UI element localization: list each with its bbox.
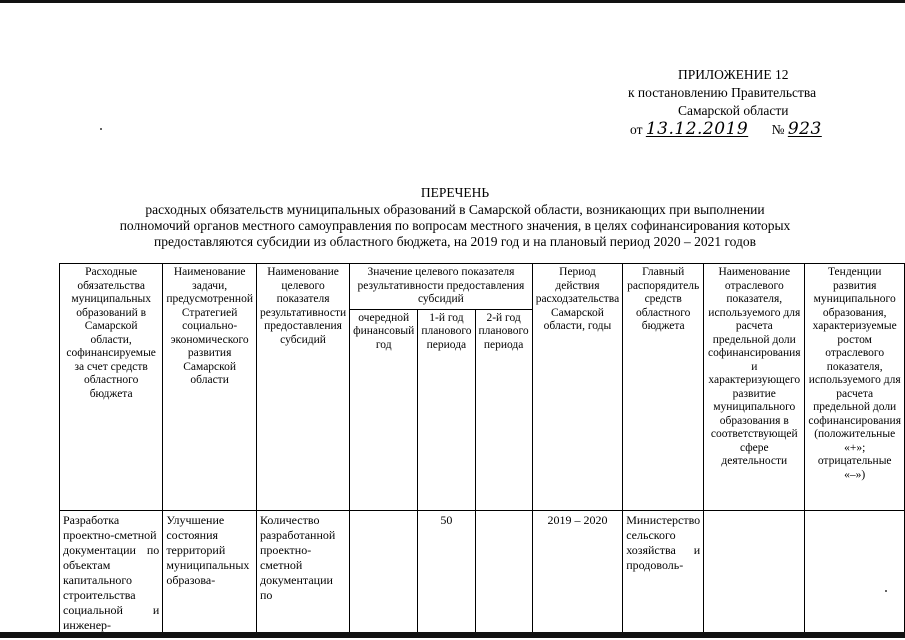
subheader-cell: 2-й год планового периода: [475, 309, 532, 510]
table-cell: Министерство сельского хозяйства и продоволь-: [623, 510, 704, 635]
title-line: предоставляются субсидии из областного бюджета, на 2019 год и на плановый период 2020 – 2021 годов: [153, 234, 757, 249]
table-cell: Улучшение состояния территорий муниципальных образова-: [163, 510, 257, 635]
subheader-cell: очередной финансовый год: [350, 309, 418, 510]
appendix-number: ПРИЛОЖЕНИЕ 12: [678, 67, 789, 82]
appendix-region: Самарской области: [678, 103, 789, 118]
header-cell: Главный распорядитель средств областного бюджета: [623, 264, 704, 511]
header-cell: Наименование целевого показателя результативности предоставления субсидий: [256, 264, 349, 511]
table-cell: 2019 – 2020: [532, 510, 623, 635]
handwritten-date: 13.12.2019: [645, 119, 749, 139]
header-cell: Наименование отраслевого показателя, используемого для расчета предельной доли софинансирования и характеризующего развитие муниципального образования в соответствующей сфере деятельности: [704, 264, 805, 511]
table-header-row: [60, 264, 905, 310]
table-row: [60, 510, 905, 635]
table-cell: 50: [418, 510, 475, 635]
header-cell: Тенденции развития муниципального образования, характеризуемые ростом отраслевого показателя, используемого для расчета предельной доли софинансирования (положительные «+»; отрицательные «–»): [805, 264, 905, 511]
scan-speck: [100, 128, 102, 130]
header-cell: Период действия расходзательства Самарской области, годы: [532, 264, 623, 511]
number-prefix: №: [771, 122, 785, 137]
handwritten-number: 923: [787, 119, 822, 139]
date-prefix: от: [630, 122, 643, 137]
table-cell: Разработка проектно-сметной документации по объектам капитального строительства социальной и инженер-: [60, 510, 163, 635]
table-cell: [475, 510, 532, 635]
obligations-table: [59, 263, 905, 635]
scan-top-border: [0, 0, 905, 3]
appendix-resolution: к постановлению Правительства: [628, 85, 817, 100]
header-cell: Наименование задачи, предусмотренной Стратегией социально-экономического развития Самарской области: [163, 264, 257, 511]
document-title: [60, 185, 850, 250]
title-line: полномочий органов местного самоуправления по вопросам местного значения, в целях софинансирования которых: [119, 218, 791, 233]
title-line: расходных обязательств муниципальных образований в Самарской области, возникающих при выполнении: [145, 202, 765, 217]
table-cell: [350, 510, 418, 635]
table-cell: Количество разработанной проектно-сметной документации по: [256, 510, 349, 635]
title-heading: ПЕРЕЧЕНЬ: [420, 185, 490, 200]
header-group-cell: Значение целевого показателя результативности предоставления субсидий: [350, 264, 533, 310]
scan-bottom-border: [0, 632, 905, 638]
appendix-date-line: [630, 121, 822, 138]
header-cell: Расходные обязательства муниципальных образований в Самарской области, софинансируемые за счет средств областного бюджета: [60, 264, 163, 511]
table-cell: [704, 510, 805, 635]
subheader-cell: 1-й год планового периода: [418, 309, 475, 510]
table-cell: [805, 510, 905, 635]
